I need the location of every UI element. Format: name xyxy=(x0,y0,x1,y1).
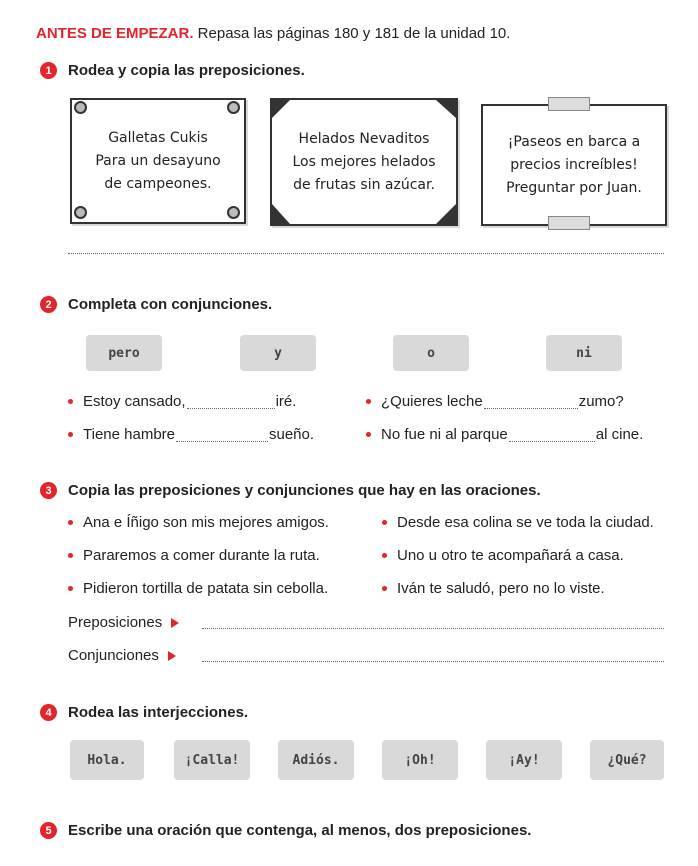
tape-icon xyxy=(548,97,590,111)
answer-blank[interactable] xyxy=(509,427,595,442)
exercise-title: Escribe una oración que contenga, al menos, dos preposiciones. xyxy=(68,822,532,839)
sign-paseos[interactable] xyxy=(481,104,667,226)
label-conjunciones: Conjunciones xyxy=(68,647,176,664)
sign-line: Los mejores helados xyxy=(292,153,436,170)
option-pill[interactable]: y xyxy=(240,335,316,371)
arrow-right-icon xyxy=(171,618,179,628)
sentence: Iván te saludó, pero no lo viste. xyxy=(382,580,605,597)
sentence: Estoy cansado, iré. xyxy=(68,393,296,410)
sentence: Pidieron tortilla de patata sin cebolla. xyxy=(68,580,328,597)
option-pill[interactable]: ¡Calla! xyxy=(174,740,250,780)
answer-line-conjunciones[interactable] xyxy=(202,661,664,662)
exercise-number: 2 xyxy=(40,296,57,313)
option-pill[interactable]: Hola. xyxy=(70,740,144,780)
exercise-title: Copia las preposiciones y conjunciones que hay en las oraciones. xyxy=(68,482,541,499)
answer-line[interactable] xyxy=(68,253,664,254)
photo-corners-icon xyxy=(270,98,458,226)
exercise-title: Rodea y copia las preposiciones. xyxy=(68,62,305,79)
sentence: Pararemos a comer durante la ruta. xyxy=(68,547,320,564)
answer-blank[interactable] xyxy=(187,394,275,409)
header-text: Repasa las páginas 180 y 181 de la unidad 10. xyxy=(193,25,511,42)
option-pill[interactable]: ¡Ay! xyxy=(486,740,562,780)
exercise-1-heading xyxy=(40,62,305,79)
exercise-4-heading xyxy=(40,704,248,721)
pin-icon xyxy=(227,206,240,219)
option-pill[interactable]: ni xyxy=(546,335,622,371)
sign-galletas[interactable] xyxy=(70,98,246,224)
sentence: Desde esa colina se ve toda la ciudad. xyxy=(382,514,654,531)
sign-line: precios increíbles! xyxy=(510,156,638,173)
sentence: Uno u otro te acompañará a casa. xyxy=(382,547,624,564)
exercise-number: 1 xyxy=(40,62,57,79)
exercise-number: 5 xyxy=(40,822,57,839)
sign-line: Preguntar por Juan. xyxy=(506,179,642,196)
sign-line: Galletas Cukis xyxy=(108,129,208,146)
answer-line-preposiciones[interactable] xyxy=(202,628,664,629)
sentence: No fue ni al parque al cine. xyxy=(366,426,643,443)
pin-icon xyxy=(227,101,240,114)
option-pill[interactable]: Adiós. xyxy=(278,740,354,780)
tape-icon xyxy=(548,216,590,230)
answer-blank[interactable] xyxy=(176,427,268,442)
sentence: Tiene hambre sueño. xyxy=(68,426,314,443)
option-pill[interactable]: ¿Qué? xyxy=(590,740,664,780)
answer-blank[interactable] xyxy=(484,394,578,409)
header-lead: ANTES DE EMPEZAR. xyxy=(36,25,194,42)
label-preposiciones: Preposiciones xyxy=(68,614,179,631)
option-pill[interactable]: pero xyxy=(86,335,162,371)
pin-icon xyxy=(74,206,87,219)
exercise-title: Rodea las interjecciones. xyxy=(68,704,249,721)
sign-line: de campeones. xyxy=(104,175,212,192)
sign-line: de frutas sin azúcar. xyxy=(293,176,435,193)
sentence: Ana e Íñigo son mis mejores amigos. xyxy=(68,514,329,531)
option-pill[interactable]: ¡Oh! xyxy=(382,740,458,780)
exercise-2-heading xyxy=(40,296,272,313)
pin-icon xyxy=(74,101,87,114)
exercise-number: 3 xyxy=(40,482,57,499)
option-pill[interactable]: o xyxy=(393,335,469,371)
exercise-5-heading xyxy=(40,822,531,839)
arrow-right-icon xyxy=(168,651,176,661)
sign-line: Helados Nevaditos xyxy=(298,130,430,147)
page-header xyxy=(36,25,510,42)
sign-line: ¡Paseos en barca a xyxy=(507,133,641,150)
sentence: ¿Quieres leche zumo? xyxy=(366,393,624,410)
exercise-title: Completa con conjunciones. xyxy=(68,296,273,313)
exercise-number: 4 xyxy=(40,704,57,721)
sign-line: Para un desayuno xyxy=(95,152,221,169)
exercise-3-heading xyxy=(40,482,541,499)
